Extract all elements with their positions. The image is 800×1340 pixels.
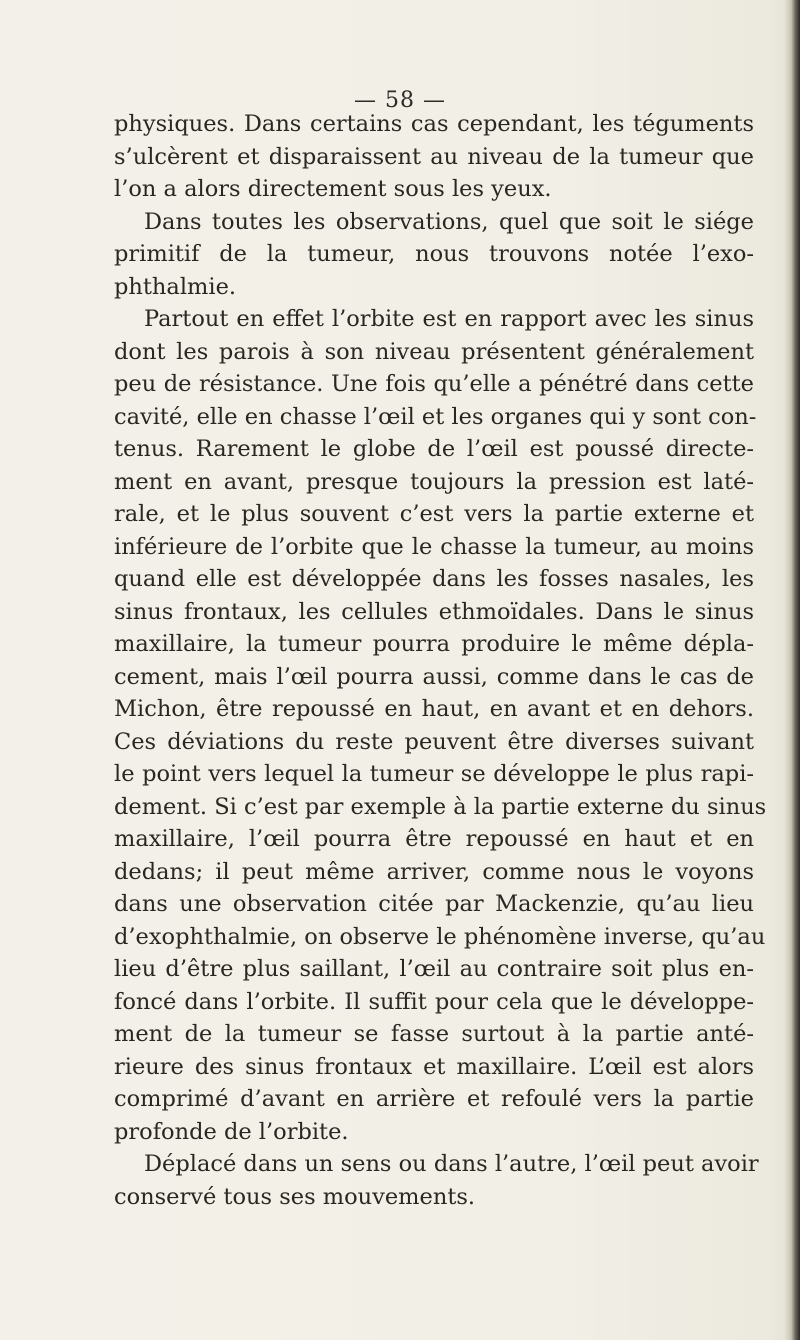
text-line: maxillaire, l’œil pourra être repoussé en haut et en (114, 826, 754, 852)
text-line: rieure des sinus frontaux et maxillaire. L’œil est alors (114, 1053, 754, 1080)
page-number: — 58 — (354, 88, 446, 113)
paragraph (114, 1148, 759, 1213)
paragraph (114, 303, 767, 1148)
text-line: ment en avant, presque toujours la pression est laté- (114, 468, 754, 495)
text-line: Ces déviations du reste peuvent être diverses suivant (114, 728, 754, 755)
text-line: ment de la tumeur se fasse surtout à la partie anté- (114, 1021, 754, 1047)
text-line: peu de résistance. Une fois qu’elle a pénétré dans cette (114, 371, 754, 397)
page-edge-shadow (784, 0, 800, 1340)
text-line: le point vers lequel la tumeur se développe le plus rapi- (114, 761, 754, 787)
text-line: Partout en effet l’orbite est en rapport avec les sinus (144, 306, 754, 332)
text-line: dedans; il peut même arriver, comme nous le voyons (114, 858, 754, 885)
text-line: physiques. Dans certains cas cependant, les téguments (114, 111, 754, 137)
text-line: conservé tous ses mouvements. (114, 1183, 476, 1210)
paragraph (114, 108, 754, 206)
text-line: comprimé d’avant en arrière et refoulé vers la partie (114, 1086, 754, 1112)
text-line: dont les parois à son niveau présentent généralement (114, 338, 754, 365)
text-line: phthalmie. (114, 273, 237, 300)
text-line: cement, mais l’œil pourra aussi, comme dans le cas de (114, 663, 754, 690)
text-line: Dans toutes les observations, quel que soit le siége (144, 208, 754, 235)
text-line: foncé dans l’orbite. Il suffit pour cela que le développe- (114, 988, 754, 1015)
text-line: primitif de la tumeur, nous trouvons notée l’exo- (114, 241, 754, 267)
paragraph (114, 206, 754, 304)
body-text (114, 108, 767, 1213)
text-line: l’on a alors directement sous les yeux. (114, 176, 552, 202)
text-line: profonde de l’orbite. (114, 1118, 349, 1145)
text-line: s’ulcèrent et disparaissent au niveau de la tumeur que (114, 143, 754, 170)
text-line: lieu d’être plus saillant, l’œil au contraire soit plus en- (114, 956, 754, 982)
text-line: tenus. Rarement le globe de l’œil est poussé directe- (114, 436, 754, 462)
text-line: rale, et le plus souvent c’est vers la partie externe et (114, 501, 754, 527)
text-line: d’exophthalmie, on observe le phénomène inverse, qu’au (114, 923, 766, 950)
text-line: Déplacé dans un sens ou dans l’autre, l’œil peut avoir (144, 1151, 759, 1177)
text-line: cavité, elle en chasse l’œil et les organes qui y sont con- (114, 403, 757, 430)
text-line: maxillaire, la tumeur pourra produire le même dépla- (114, 631, 754, 657)
text-line: dement. Si c’est par exemple à la partie externe du sinus (114, 793, 767, 820)
text-line: quand elle est développée dans les fosses nasales, les (114, 566, 754, 592)
text-line: dans une observation citée par Mackenzie, qu’au lieu (114, 891, 754, 917)
text-line: Michon, être repoussé en haut, en avant et en dehors. (114, 696, 754, 722)
text-line: sinus frontaux, les cellules ethmoïdales. Dans le sinus (114, 598, 754, 625)
text-line: inférieure de l’orbite que le chasse la tumeur, au moins (114, 533, 754, 560)
